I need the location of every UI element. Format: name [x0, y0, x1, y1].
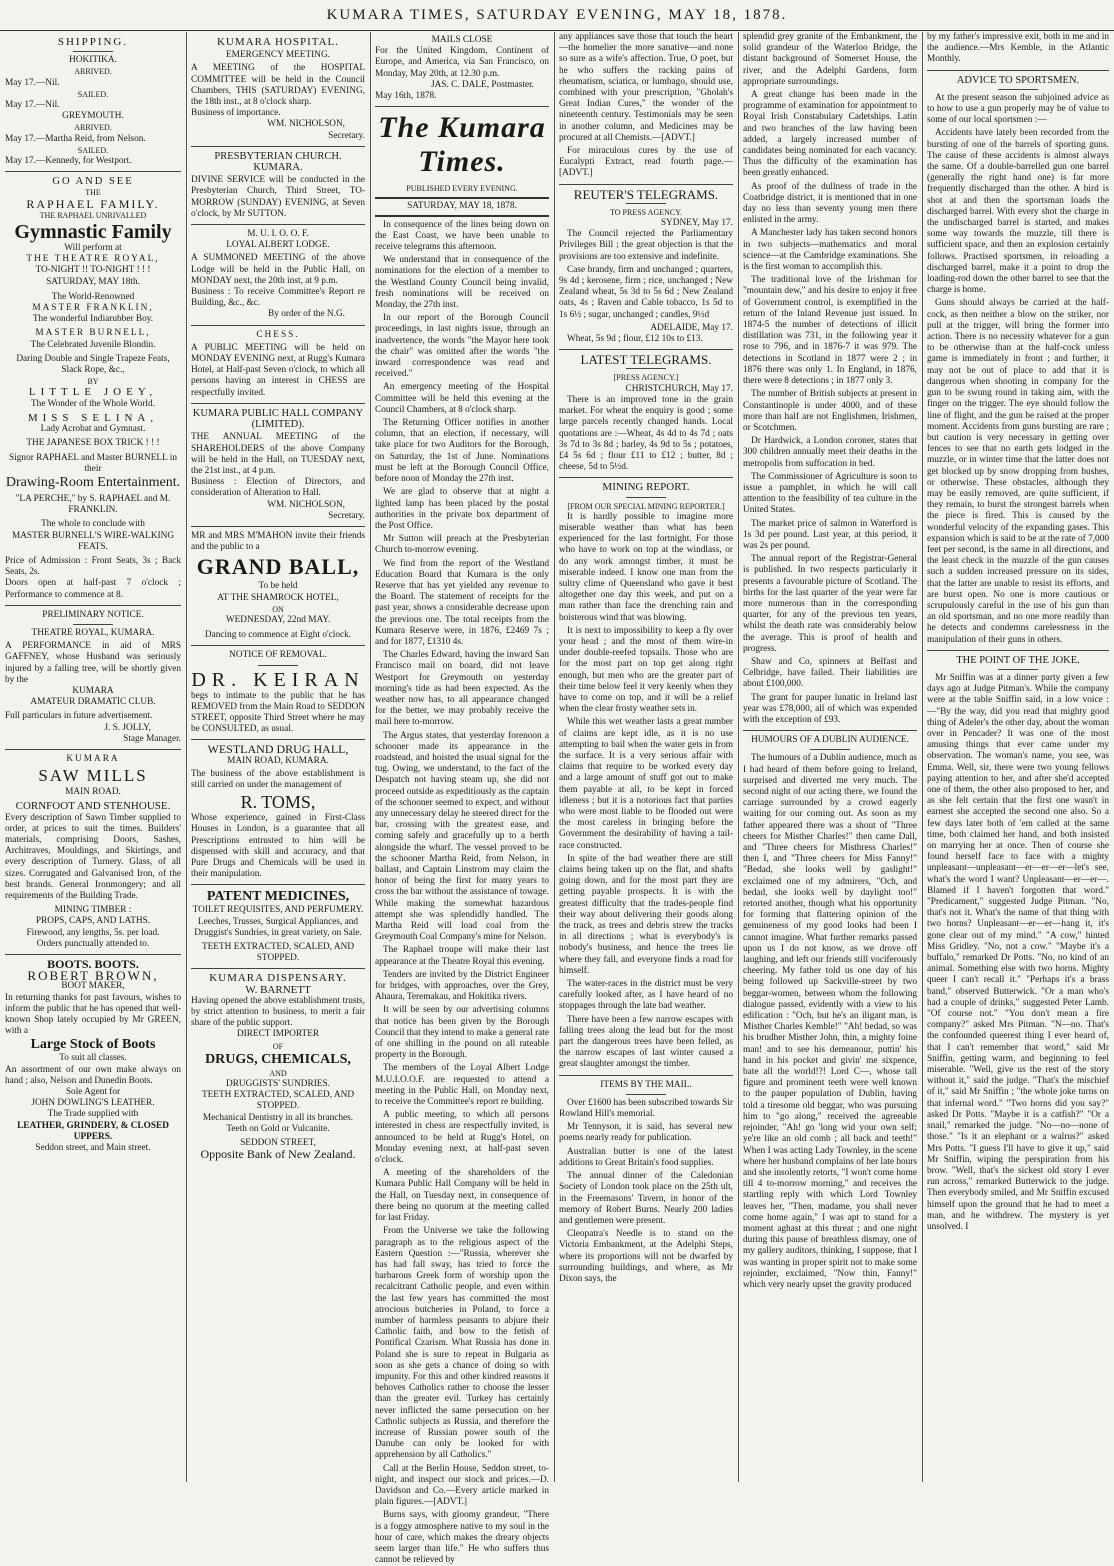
ad-line: Sole Agent for: [65, 1087, 121, 1098]
ad-text: Having opened the above establishment trusts, by strict attention to business, to merit a fair share of the public support.: [191, 995, 365, 1029]
ad-heading: LOYAL ALBERT LODGE.: [226, 240, 330, 251]
ad-display: SAW MILLS: [38, 766, 148, 786]
article-text: The humours of a Dublin audience, much as I had heard of them before going to Ireland, surprised and diverted me very much. The second night of our acting there, we found the carriage surrounded by a crowd eagerly waiting for our coming out. As soon as my father appeared there was a shout of "Three cheers for Misther Charles!" then came Dall, and "Three cheers for Misthress Charles!" then I, and "Three cheers for Miss Fanny!" "Bedad, she looks well by gaslight!" exclaimed one of my admirers, "Och, and bedad, she looks well by daylight too!" retorted another, though what his opportunity for forming that flattering opinion of the genuineness of my good looks had been I cannot imagine. What further remarks passed upon us I do not know, as we drove off laughing, and left our friends still vociferously cheering. My father told us one day of his being followed up Sackville-street by two beggar-women, between whom the following dialogue passed, evidently with a view to his edification : "Och, but he's an iligant man, is Misther Charles Kemble!" "Ah! bedad, so was his brudher Misther John, thin, a mighty foine man! and to see his demeanour, puttin' his hand in his pocket and givin' me sixpence, bate all the world!?! Lord C—, whose tall figure and prominent teeth were well known to the pauper population of Dublin, having told a tiresome old beggar, who was pursuing him to "go along," received the agreeable rejoinder, "Ah! go 'long wid your own self; ye're like an old comb ; all back and teeth!" When I was acting Lady Townley, in the scene where her husband complains of her late hours and she insolently retorts, "I won't come home till 4 to-morrow morning," and receives the startling reply with which Lord Townley leaves her, "Then, madame, you shall never come home again," I was apt to stand for a moment aghast at this threat ; and one night during this pause of breathless dismay, one of my gallery auditors, thinking, I suppose, that I was wanting in proper spirit not to make some rejoinder, exclaimed, "Now thin, Fanny!" which very nearly upset the gravity produced: [743, 753, 917, 1290]
divider: [626, 203, 666, 204]
article-paragraph: We find from the report of the Westland Education Board that Kumara is the only Reserve that has yet yielded any revenue to the Board. The statement of receipts for the past year, shows a considerable decrease upon the previous one. The total receipts from the Kumara Reserve were, in 1876, £2469 7s ; and for 1877, £1310 4s.: [375, 558, 549, 647]
ad-line: WEDNESDAY, 22nd MAY.: [225, 614, 331, 625]
ad-heading: KUMARA PUBLIC HALL COMPANY (LIMITED).: [192, 407, 364, 431]
ad-line: AT THE SHAMROCK HOTEL,: [217, 592, 339, 603]
ad-line: ON: [272, 604, 284, 614]
ad-heading: BOOTS. BOOTS.: [47, 957, 139, 972]
ad-line: Will perform at: [64, 243, 122, 254]
ad-line: Seddon street, and Main street.: [35, 1143, 151, 1154]
section-heading: REUTER'S TELEGRAMS.: [573, 186, 719, 202]
article-paragraph: It is next to impossibility to keep a fly over your head ; and the most of them wire-in under double-reefed topsails. Those who are for the most part on top get along right enough, but men who are the greater part of their time below feel it very keenly when they have to come on top, and it will be a relief when the clear frosty weather sets in.: [559, 625, 733, 715]
ad-heading: CORNFOOT AND STENHOUSE.: [15, 800, 171, 813]
column-5: [738, 32, 922, 1480]
masthead: KUMARA TIMES, SATURDAY EVENING, MAY 18, 1878.: [0, 0, 1114, 31]
ad-line: TOILET REQUISITES, AND PERFUMERY.: [192, 905, 364, 916]
article-paragraph: Mr Tennyson, it is said, has several new poems nearly ready for publication.: [559, 1122, 733, 1144]
ad-line: TEETH EXTRACTED, SCALED, AND STOPPED.: [201, 942, 355, 964]
ad-line: BOOT MAKER,: [61, 981, 125, 992]
section-heading: THE POINT OF THE JOKE.: [956, 654, 1080, 666]
ad-line: May 16th, 1878.: [375, 91, 437, 102]
article-paragraph: The number of British subjects at present in Constantinople is under 4000, and of these more than half are not Englishmen, Irishmen, or Scotchmen.: [743, 389, 917, 433]
dateline: SYDNEY, May 17.: [660, 218, 733, 229]
ad-line: Teeth on Gold or Vulcanite.: [226, 1123, 330, 1134]
divider: [5, 605, 181, 606]
ad-heading: M. U. I. O. O. F.: [247, 229, 309, 240]
ad-line: To suit all classes.: [59, 1053, 127, 1064]
article-paragraph: A Manchester lady has taken second honors in two subjects—mathematics and moral science—at the Cambridge examinations. She is the first woman to accomplish this.: [743, 228, 917, 273]
ad-display: R. TOMS,: [240, 792, 316, 813]
article-paragraph: We understand that in consequence of the nominations for the election of a member to the Westland County Council being invalid, fresh nominations will be received on Monday, the 27th inst.: [375, 255, 549, 311]
ad-text: Business : To receive Committee's Report re Building, &c., &c.: [191, 287, 365, 309]
section-heading: HUMOURS OF A DUBLIN AUDIENCE.: [751, 735, 909, 746]
divider: [626, 368, 666, 369]
ad-line: Orders punctually attended to.: [36, 938, 150, 949]
section-heading: LATEST TELEGRAMS.: [580, 352, 712, 368]
ad-text: DIVINE SERVICE will be conducted in the Presbyterian Church, Third Street, TO-MORROW (SUNDAY) EVENING, at Seven o'clock, by Mr SUTTON.: [191, 175, 365, 219]
ad-line: TEETH EXTRACTED, SCALED, AND STOPPED.: [201, 1090, 355, 1112]
article-paragraph: The members of the Loyal Albert Lodge M.U.I.O.O.F. are requested to attend a meeting in the Public Hall, on Monday next, to receive the Committee's report re building.: [375, 1063, 549, 1108]
source-line: TO PRESS AGENCY.: [610, 207, 682, 217]
mining-paragraphs: [559, 512, 733, 1071]
ad-line: BY: [87, 377, 99, 387]
ad-heading: EMERGENCY MEETING.: [226, 50, 330, 61]
ad-line: THE: [85, 188, 101, 198]
ad-heading: THEATRE ROYAL, KUMARA.: [31, 627, 155, 638]
dateline: CHRISTCHURCH, May 17.: [625, 383, 733, 394]
divider: [559, 349, 733, 350]
article-text: For miraculous cures by the use of Eucalypti Extract, read fourth page.—[ADVT.]: [559, 146, 733, 179]
newspaper-title: The Kumara Times.: [378, 111, 546, 179]
advice-paragraphs: [927, 93, 1109, 646]
ad-display: GRAND BALL,: [196, 554, 360, 580]
article-paragraph: An emergency meeting of the Hospital Committee will be held this evening at the Council Chambers, at 8 o'clock sharp.: [375, 382, 549, 415]
divider: [559, 477, 733, 478]
ad-line: Business of importance.: [191, 108, 281, 119]
ad-line: JOHN DOWLING'S LEATHER.: [31, 1098, 155, 1109]
editorial-paragraphs: [375, 220, 549, 1566]
tagline: PUBLISHED EVERY EVENING.: [406, 184, 518, 194]
ad-text: In returning thanks for past favours, wishes to inform the public that he has opened that well-known Shop lately occupied by Mr GREEN, with a: [5, 992, 181, 1037]
ad-display: Large Stock of Boots: [30, 1037, 156, 1053]
divider: [5, 954, 181, 955]
signature: Secretary.: [328, 130, 365, 141]
source-line: [FROM OUR SPECIAL MINING REPORTER.]: [567, 501, 725, 511]
article-paragraph: A public meeting, to which all persons interested in chess are respectfully invited, is announced to be held at Rugg's Hotel, on Monday evening next, at half-past seven o'clock.: [375, 1110, 549, 1166]
article-paragraph: From the Universe we take the following paragraph as to the religious aspect of the Eastern Question :—"Russia, wherever she has had fall sway, has tried to force the barbarous Greek form of worship upon the recalcitrant Catholic people, and even within the last few years has committed the most atrocious butcheries in Poland, to force a number of harmless peasants to abjure their Catholic faith, and bow to the fetish of Pontifical Czarism. What Russia has done in Poland she is sure to repeat in Bulgaria as soon as she gets a chance of doing so with impunity. For this and other kindred reasons it behoves Catholics rather to choose the lesser than the greater evil. Turkey has certainly never inflicted the same persecution on her Catholic subjects as Russia, and therefore the increase of Russian power south of the Danube can only be looked for with apprehension by all Catholics.": [375, 1226, 549, 1461]
article-paragraph: Accidents have lately been recorded from the bursting of one of the barrels of sporting guns. The cause of these accidents is almost always the same. Of a double-barrelled gun one barrel (generally the right hand one) is far more frequently discharged than the other. A bird is shot at and then the sportsman loads the discharged barrel. With every shot the charge in the undischarged barrel is started, and makes some way towards the muzzle, till there is sufficient space, and then an explosion certainly follows. Practised sportsmen, in reloading a discharged barrel, make it a point to drop the loading-rod down the other barrel to see that the charge is home.: [927, 128, 1109, 296]
ad-line: TO-NIGHT !! TO-NIGHT ! ! !: [35, 265, 151, 276]
divider: [626, 1094, 666, 1095]
ad-text: A PUBLIC MEETING will be held on MONDAY EVENING next, at Rugg's Kumara Hotel, at Half-past Seven o'clock, to which all persons having an interest in CHESS are respectfully invited.: [191, 342, 365, 398]
ad-display: DR. KEIRAN: [191, 668, 365, 691]
article-paragraph: It is hardly possible to imagine more miserable weather than what has been experienced for the last fortnight. For those who have to work on top at the windlass, or do any work amongst timber, it must be miserable indeed. I know one man from the sultry clime of Queensland who gave it best altogether one day this week, and put on a man rather than face the drenching rain and boisterous wind that was blowing.: [559, 511, 733, 623]
divider: [191, 224, 365, 225]
dateline: ADELAIDE, May 17.: [650, 322, 733, 333]
label: ARRIVED.: [74, 123, 112, 133]
divider: [191, 645, 365, 646]
article-text: any appliances save those that touch the heart—the homelier the more sanative—and none so sure as a wife's affection. True, O poet, but he who suffers the racking pains of rheumatism, sciatica, or lumbago, should use, combined with your prescription, "Gholah's Great Indian Cures," the wonder of the nineteenth century. Testimonials may be seen in another column, and Medicines may be procured at all Chemists.—[ADVT.]: [559, 32, 733, 143]
ad-line: LITTLE JOEY,: [28, 386, 158, 399]
article-text: The Council rejected the Parliamentary Privileges Bill ; the great objection is that the provisions are too extensive and indefinite.: [559, 229, 733, 262]
divider: [191, 526, 365, 527]
ad-line: MASTER BURNELL'S WIRE-WALKING FEATS.: [11, 530, 175, 552]
article-text: by my father's impressive exit, both in me and in the audience.—Mrs Kemble, in the Atlantic Monthly.: [927, 32, 1109, 65]
ad-text: MR and MRS M'MAHON invite their friends and the public to a: [191, 530, 365, 553]
article-paragraph: The market price of salmon in Waterford is 1s 3d per pound. Last year, at this period, it was 2s per pound.: [743, 518, 917, 551]
ad-line: The Wonder of the Whole World.: [31, 398, 155, 409]
ad-line: AND: [269, 1068, 287, 1078]
ad-line: LEATHER, GRINDERY, & CLOSED UPPERS.: [17, 1120, 169, 1142]
ad-line: KUMARA: [72, 685, 114, 696]
ad-text: A SUMMONED MEETING of the above Lodge will be held in the Public Hall, on MONDAY next, the 20th inst, at 9 p.m.: [191, 253, 365, 286]
ad-display: DRUGS, CHEMICALS,: [205, 1051, 351, 1067]
ad-display: Gymnastic Family: [14, 221, 172, 244]
ad-text: An assortment of our own make always on hand ; also, Nelson and Dunedin Boots.: [5, 1064, 181, 1086]
ad-heading: KUMARA DISPENSARY.: [209, 972, 347, 985]
ad-heading: PRELIMINARY NOTICE.: [42, 609, 144, 620]
article-paragraph: Mr Sutton will preach at the Presbyterian Church to-morrow evening.: [375, 534, 549, 556]
ad-text: THE ANNUAL MEETING of the SHAREHOLDERS of the above Company will be held in the Hall, on TUESDAY next, the 21st inst., at 4 p.m.: [191, 432, 365, 476]
ad-line: "LA PERCHE," by S. RAPHAEL and M. FRANKLIN.: [15, 493, 171, 516]
section-heading: ITEMS BY THE MAIL.: [600, 1079, 692, 1090]
ad-line: MASTER FRANKLIN,: [32, 303, 154, 314]
ad-heading: MAILS CLOSE: [431, 35, 493, 45]
ad-line: MAIN ROAD, KUMARA.: [227, 755, 329, 766]
ad-line: MISS SELINA,: [27, 411, 159, 424]
divider: [810, 749, 850, 750]
ad-heading: ROBERT BROWN,: [27, 968, 159, 984]
divider: [258, 665, 298, 666]
ad-line: Opposite Bank of New Zealand.: [200, 1147, 356, 1162]
article-paragraph: The Argus states, that yesterday forenoon a schooner made its appearance in the roadstead, and hoisted the usual signal for the tug. Owing, we understand, to the fact of the Despatch not having steam up, she did not proceed outside as expeditiously as the captain of the schooner seemed to expect, and without any unnecessary delay he steered direct for the bar, crossing with the greatest ease, and coming safely and gracefully up to a berth alongside the wharf. The vessel proved to be the schooner Martha Reid, from Nelson, in ballast, and Captain Linstrom may claim the honor of being the first for many years to cross the bar without the assistance of towage. While making the somewhat hazardous attempt she was splendidly handled. The Martha Reid will load coal from the Greymouth Coal Company's mine for Nelson.: [375, 730, 550, 943]
divider: [927, 650, 1109, 651]
port-name: GREYMOUTH.: [62, 111, 124, 122]
divider: [626, 497, 666, 498]
ad-line: DIRECT IMPORTER: [236, 1029, 320, 1040]
column-3: [370, 32, 554, 1566]
ad-line: MAIN ROAD.: [65, 787, 121, 798]
port-name: HOKITIKA.: [69, 55, 117, 66]
ad-line: Dancing to commence at Eight o'clock.: [204, 630, 352, 641]
shipping-entry: May 17.—Nil.: [5, 100, 60, 111]
ad-line: To be held: [258, 581, 298, 592]
ad-line: KUMARA: [66, 753, 120, 764]
ad-line: Doors open at half-past 7 o'clock ; Performance to commence at 8.: [5, 578, 181, 600]
article-paragraph: It will be seen by our advertising columns that notice has been given by the Borough Council that they intend to make a general rate of one shilling in the pound on all rateable property in the Borough.: [375, 1005, 549, 1061]
divider: [191, 325, 365, 326]
signature: Secretary.: [328, 510, 365, 521]
article-paragraph: A meeting of the shareholders of the Kumara Public Hall Company will be held in the Hall, on Tuesday next, in consequence of there being no quorum at the meeting called for last Friday.: [375, 1168, 549, 1224]
ad-text: Every description of Sawn Timber supplied to order, at prices to suit the times. Builders' materials, comprising Doors, Sashes, Architraves, Mouldings, and Skirtings, and every description of Turnery. Glass, of all sizes. Corrugated and Galvanised Iron, of the best brands. General Ironmongery; and all requirements of the Building Trade.: [5, 812, 181, 901]
ad-line: Firewood, any lengths, 5s. per load.: [26, 927, 160, 938]
column-6: [922, 32, 1114, 1480]
column-4: [554, 32, 738, 1480]
label: ARRIVED.: [74, 67, 112, 77]
ad-line: Daring Double and Single Trapeze Feats, Slack Rope, &c.,: [16, 353, 170, 376]
ad-line: MASTER BURNELL,: [35, 328, 151, 339]
ad-line: MINING TIMBER :: [54, 905, 132, 916]
article-paragraph: The traditional love of the Irishman for "mountain dew," and his desire to enjoy it free of Government control, is exemplified in the return of the Inland Revenue just issued. In 1874-5 the number of detections of illicit distillation was 731, in the following year it rose to 796, and in 1876-7 it was 979. The detections in Scotland in 1877 were 2 ; in 1876 there was only 1. In England, in 1876, there were 8 detections ; in 1877 only 3.: [743, 275, 917, 387]
article-paragraph: In spite of the bad weather there are still claims being taken up on the flat, and shafts going down, and for the most part they are getting payable prospects. It is with the greatest difficulty that the trades-people find their way about delivering their goods along the track, as trees and debris strew the tracks in all directions ; what is everybody's is nobody's business, and hence the trees lie where they fall, and everyone finds a road for himself.: [559, 853, 733, 976]
article-paragraph: Cleopatra's Needle is to stand on the Victoria Embankment, at the Adelphi Steps, where its proportions will not be dwarfed by surrounding buildings, and where, as Mr Dixon says, the: [559, 1229, 733, 1284]
ad-line: SATURDAY, MAY 18th.: [46, 276, 140, 287]
ad-heading: KUMARA HOSPITAL.: [216, 36, 340, 48]
ad-text: For the United Kingdom, Continent of Europe, and America, via San Francisco, on Monday, May 20th, at 12.30 p.m.: [375, 46, 549, 79]
ad-heading: NOTICE OF REMOVAL.: [229, 650, 327, 661]
ad-text: A PERFORMANCE in aid of MRS GAFFNEY, whose Husband was seriously injured by a falling tree, will be shortly given by the: [5, 641, 181, 685]
article-paragraph: In consequence of the lines being down on the East Coast, we have been unable to receive telegrams this afternoon.: [375, 219, 549, 253]
ad-heading: WESTLAND DRUG HALL,: [207, 742, 349, 757]
ad-line: OF: [272, 1041, 284, 1051]
ad-heading: GO AND SEE: [52, 176, 134, 188]
article-paragraph: Shaw and Co, spinners at Belfast and Celbridge, have failed. Their liabilities are about £100,000.: [743, 656, 917, 690]
divider: [998, 669, 1038, 670]
divider: [191, 884, 365, 885]
divider: [743, 730, 917, 731]
column-1: [0, 32, 186, 1480]
article-paragraph: The Raphael troupe will make their last appearance at the Theatre Royal this evening.: [375, 945, 549, 967]
article-paragraph: While this wet weather lasts a great number of claims are kept idle, as it is no use attempting to bail when the water gets in from the surface. It is a very serious affair with claims that require to be worked every day and a large amount of stuff got out to make them payable at all, to be kept in forced idleness ; but it is a notorious fact that parties who were most liable to be flooded out were the most careless in bringing before the Government the desirability of having a tail-race constructed.: [559, 717, 733, 851]
ad-line: AMATEUR DRAMATIC CLUB.: [30, 697, 156, 708]
divider: [191, 403, 365, 404]
signature: Stage Manager.: [123, 733, 181, 744]
ad-line: The World-Renowned: [51, 291, 135, 302]
ad-line: Leeches, Trusses, Surgical Appliances, and Druggist's Sundries, in great variety, on Sale.: [194, 916, 362, 938]
ad-line: THE THEATRE ROYAL,: [26, 254, 160, 265]
divider: [5, 749, 181, 750]
shipping-entry: May 17.—Martha Reid, from Nelson.: [5, 133, 146, 144]
news-paragraphs: [743, 90, 917, 726]
ad-text: The business of the above establishment is still carried on under the management of: [191, 768, 365, 790]
article-paragraph: Call at the Berlin House, Seddon street, to-night, and inspect our stock and prices.—D. Davidson and Co.—Every article marked in plain figures.—[ADVT.]: [375, 1463, 549, 1508]
article-paragraph: Tenders are invited by the District Engineer for bridges, with approaches, over the Grey, Ahaura, Teremakau, and Hokitika rivers.: [375, 969, 549, 1003]
divider: [927, 70, 1109, 71]
article-paragraph: As proof of the dullness of trade in the Coatbridge district, it is mentioned that in one day no less than seventy young men there enlisted in the army.: [743, 181, 917, 226]
divider: [73, 624, 113, 625]
ad-line: SEDDON STREET,: [240, 1138, 316, 1149]
article-paragraph: Guns should always be carried at the half-cock, as then neither a blow on the striker, nor pull at the trigger, will bring the former into action. There is no necessity whatever for a gun to be otherwise than at the half-cock unless game is immediately in front ; and further, it may not be out of place to add that it is dangerous when shooting in company for the gun to be swung round in taking aim, with the finger on the trigger. The eye should follow the line of flight, and the gun be raised at the proper moment. Accidents from guns bursting are rare ; but caution is very necessary in getting over fences to see that no earth gets lodged in the muzzle, or in winter time that the latter does not get blocked up by snow dropping from bushes, or otherwise. These obstacles, although they may be easily removed, are quite sufficient, if they remain, to burst the strongest barrels when the piece is fired. This is caused by the wonderful velocity of the expanding gases. This expansion which is said to be at the rate of 7,000 feet per second, is the same in all directions, and the least check in the muzzle of the gun causes such a sudden increased pressure on its sides, that the latter are unable to resist its efforts, and are burst open. No one is more cautious or scrupulously careful in the use of his gun than an old sportsman, and no one more readily than he detects and condemns carelessness in the manipulation of their guns in others.: [927, 298, 1109, 645]
article-paragraph: Australian butter is one of the latest additions to Great Britain's food supplies.: [559, 1146, 733, 1168]
article-paragraph: Dr Hardwick, a London coroner, states that 300 children annually meet their deaths in the metropolis from suffocation in bed.: [743, 436, 917, 469]
mail-paragraphs: [559, 1098, 733, 1285]
label: SAILED.: [77, 89, 109, 99]
article-text: Mr Sniffin was at a dinner party given a few days ago at Judge Pitman's. While the company were at the table Sniffin said, in a low voice :—"By the way, did you read that mighty good thing of Adeler's the other day, about the woman over in Pencader? It was one of the most amusing things that ever came under my observation. The woman's name, you see, was Emma. Well, sir, there were two young fellows paying attention to her, and after she'd accepted one of them, the other also proposed to her, and as she felt certain that the first one wasn't in earnest she accepted the second one also. So a few days later both of 'em called at the same time, both claimed her hand, and both insisted on marrying her at once. Then of course she found herself face to face with a mighty unpleasant—unpleasant—er—er—er—let's see, what's the word I want? Unpleasant—er—er—. Blamed if I haven't forgotten that word." "Predicament," suggested Judge Pitman. "No, that's not it. What's the name of that thing with two horns? Unpleasant—er—er—hang it, it's gone clear out of my mind." "A cow," hinted Miss Gridley. "No, not a cow." "Maybe it's a buffalo," remarked Dr Potts. "No, no kind of an animal. Something else with two horns. Mighty queer I can't recall it." "Perhaps it's a brass band," observed Butterwick. "Or a man who's had a couple of drinks," suggested Peter Lamb. "Of course not." "You don't mean a fire company?" asked Mrs Pitman. "N—no. That's the confounded queerest thing I ever heard of, that I can't remember that word," said Mr Sniffin, getting warm, and beginning to feel miserable. "Well, give us the rest of the story without it," said the judge. "That's the mischief of it," said Mr Sniffin ; "the whole joke turns on that infernal word." "Two horns did you say?" asked Dr Potts. "Maybe it is a catfish?" "Or a snail," remarked the judge. "No—no—none of those." "Is it an elephant or a walrus?" asked Mrs Potts. "I guess I'll have to give it up," said Mr Sniffin, wiping the perspiration from his brow. "Well, that's the sickest old story I ever run across," remarked Butterwick to the judge. Then everybody smiled, and Mr Sniffin excused himself upon the ground that he had to meet a man, and he withdrew. The mystery is yet unsolved. I: [927, 672, 1109, 1232]
signature: J. S. JOLLY,: [104, 722, 151, 733]
article-text: Case brandy, firm and unchanged ; quarters, 9s 4d ; kerosene, firm ; rice, unchanged ; New Zealand wheat, 5s 3d to 5s 6d ; New Zealand oats, 4s ; Raven and Cable tobacco, 1s 5d to 1s 6½ ; sugar, unchanged ; candles, 9½d: [559, 264, 733, 320]
ad-text: Full particulars in future advertisement.: [5, 711, 153, 722]
ad-text: Business : Election of Directors, and consideration of Alteration to Hall.: [191, 477, 365, 499]
ad-heading: RAPHAEL FAMILY.: [26, 196, 160, 211]
ad-line: Signor RAPHAEL and Master BURNELL in their: [9, 452, 177, 474]
ad-text: begs to intimate to the public that he has REMOVED from the Main Road to SEDDON STREET, opposite Third Street where he may be CONSULTED, as usual.: [191, 690, 365, 735]
label: SAILED.: [77, 145, 109, 155]
article-paragraph: A great change has been made in the programme of examination for appointment to Royal Irish Constabulary Cadetships. Latin and two branches of the law having been added, a largely increased number of candidates being nominated for each vacancy. Thus the difficulty of the examination has been greatly enhanced.: [743, 90, 917, 179]
signature: WM. NICHOLSON,: [267, 119, 345, 130]
ad-line: DRUGGISTS' SUNDRIES.: [226, 1079, 330, 1090]
ad-heading: CHESS.: [256, 329, 300, 340]
divider: [191, 146, 365, 147]
section-heading: ADVICE TO SPORTSMEN.: [956, 74, 1080, 86]
source-line: [PRESS AGENCY.]: [613, 373, 679, 383]
article-paragraph: The annual report of the Registrar-General is published. In two respects particularly it presents a favourable picture of Scotland. The births for the last quarter of the year were far more numerous than in the corresponding quarter, for any of the previous ten years, whilst the death rate was considerably below the average. This is proof of health and progress.: [743, 554, 917, 654]
article-paragraph: In our report of the Borough Council proceedings, in last nights issue, through an inadvertence, the words "the Mayor here took the chair" was omitted after the words "the inward correspondence was read and received.": [375, 313, 549, 380]
signature: WM. NICHOLSON,: [267, 499, 345, 510]
ad-line: The Trade supplied with: [47, 1109, 139, 1120]
signature: By order of the N.G.: [268, 309, 345, 320]
article-text: There is an improved tone in the grain market. For wheat the enquiry is good ; some large parcels recently changed hands. Local quotations are :—Wheat, 4s 4d to 4s 7d ; oats 3s 7d to 3s 8d ; barley, 4s 9d to 5s ; potatoes, £4 5s 6d ; flour £11 to £12 ; butter, 8d ; cheese, 5d to 5½d.: [559, 394, 733, 473]
article-paragraph: The annual dinner of the Caledonian Society of London took place on the 25th ult, in the Freemasons' Tavern, in honor of the memory of Robert Burns. Nearly 200 ladies and gentlemen were present.: [559, 1171, 733, 1226]
ad-line: Lady Acrobat and Gymnast.: [40, 424, 146, 435]
ad-line: The wonderful Indiarubber Boy.: [32, 314, 154, 325]
article-paragraph: At the present season the subjoined advice as to how to use a gun properly may be of value to some of our local sportsmen :—: [927, 92, 1109, 126]
divider: [5, 171, 181, 172]
ad-line: THE RAPHAEL UNRIVALLED: [39, 210, 147, 220]
ad-display: Drawing-Room Entertainment.: [5, 474, 181, 490]
ad-text: A MEETING of the HOSPITAL COMMITTEE will be held in the Council Chambers, THIS (SATURDAY) EVENING, the 18th inst., at 8 o'clock sharp.: [191, 63, 365, 108]
article-paragraph: The Returning Officer notifies in another column, that an election, if necessary, will take place for two Auditors for the Borough, on Saturday, the 1st of June. Nominations must be left at the Borough Council Office, before noon of Monday the 27th inst.: [375, 418, 549, 485]
ad-line: THE JAPANESE BOX TRICK ! ! !: [26, 438, 160, 449]
article-paragraph: Burns says, with gloomy grandeur, "There is a foggy atmosphere native to my soul in the hour of care, which makes the dreary objects seem larger than life." He who suffers thus cannot be relieved by: [375, 1510, 549, 1566]
ad-line: Mechanical Dentistry in all its branches.: [202, 1112, 354, 1123]
ad-line: PROPS, CAPS, AND LATHS.: [35, 916, 151, 927]
ad-line: Price of Admission : Front Seats, 3s ; Back Seats, 2s.: [5, 555, 181, 578]
article-text: splendid grey granite of the Embankment, the solid grandeur of the Waterloo Bridge, the distant background of Somerset House, the river, and the Adelphi Gardens, form appropriate surroundings.: [743, 32, 917, 87]
edition-date: SATURDAY, MAY 18, 1878.: [375, 197, 549, 216]
shipping-entry: May 17.—Kennedy, for Westport.: [5, 156, 132, 167]
column-2: [186, 32, 370, 1480]
shipping-entry: May 17.—Nil.: [5, 77, 60, 88]
article-paragraph: We are glad to observe that at night a lighted lamp has been placed by the postal authorities in the private box department of the Post Office.: [375, 487, 549, 531]
ad-heading: PRESBYTERIAN CHURCH. KUMARA.: [214, 150, 342, 174]
article-paragraph: There have been a few narrow escapes with falling trees along the lead but for the most part the dangerous trees have been felled, as the narrow escapes of last winter caused a great slaughter amongst the timber.: [559, 1014, 733, 1070]
ad-display: PATENT MEDICINES,: [206, 889, 350, 905]
article-paragraph: The Commissioner of Agriculture is soon to issue a pamphlet, in which he will call attention to the feasibility of tea culture in the United States.: [743, 471, 917, 516]
article-paragraph: Over £1600 has been subscribed towards Sir Rowland Hill's memorial.: [559, 1097, 733, 1120]
shipping-heading: SHIPPING.: [57, 36, 129, 48]
ad-line: The Celebrated Juvenile Blondin.: [30, 339, 156, 350]
divider: [559, 1075, 733, 1076]
divider: [998, 89, 1038, 90]
article-text: Wheat, 5s 9d ; flour, £12 10s to £13.: [567, 334, 703, 345]
divider: [191, 739, 365, 740]
ad-heading: W. BARNETT: [245, 983, 311, 996]
signature: JAS. C. DALE, Postmaster.: [430, 79, 534, 90]
divider: [375, 106, 549, 107]
ad-line: The whole to conclude with: [41, 519, 145, 530]
article-paragraph: The grant for pauper lunatic in Ireland last year was £78,000, all of which was expended with the exception of £93.: [743, 692, 917, 725]
ad-text: Whose experience, gained in First-Class Houses in London, is a guarantee that all Prescriptions entrusted to him will be dispensed with skill and accuracy, and that Pure Drugs and Chemicals will be used in their manipulation.: [191, 813, 365, 880]
divider: [559, 184, 733, 185]
section-heading: MINING REPORT.: [602, 481, 690, 494]
divider: [73, 51, 113, 52]
divider: [191, 968, 365, 969]
article-paragraph: The Charles Edward, having the inward San Francisco mail on board, did not leave Westport for Greymouth on yesterday morning's tide as had been expected. As the weather now has, to all appearance changed for the better, we may probably receive the mail here to-morrow.: [375, 650, 549, 728]
article-paragraph: The water-races in the district must be very carefully looked after, as I have heard of no stoppages through the late bad weather.: [559, 979, 733, 1012]
